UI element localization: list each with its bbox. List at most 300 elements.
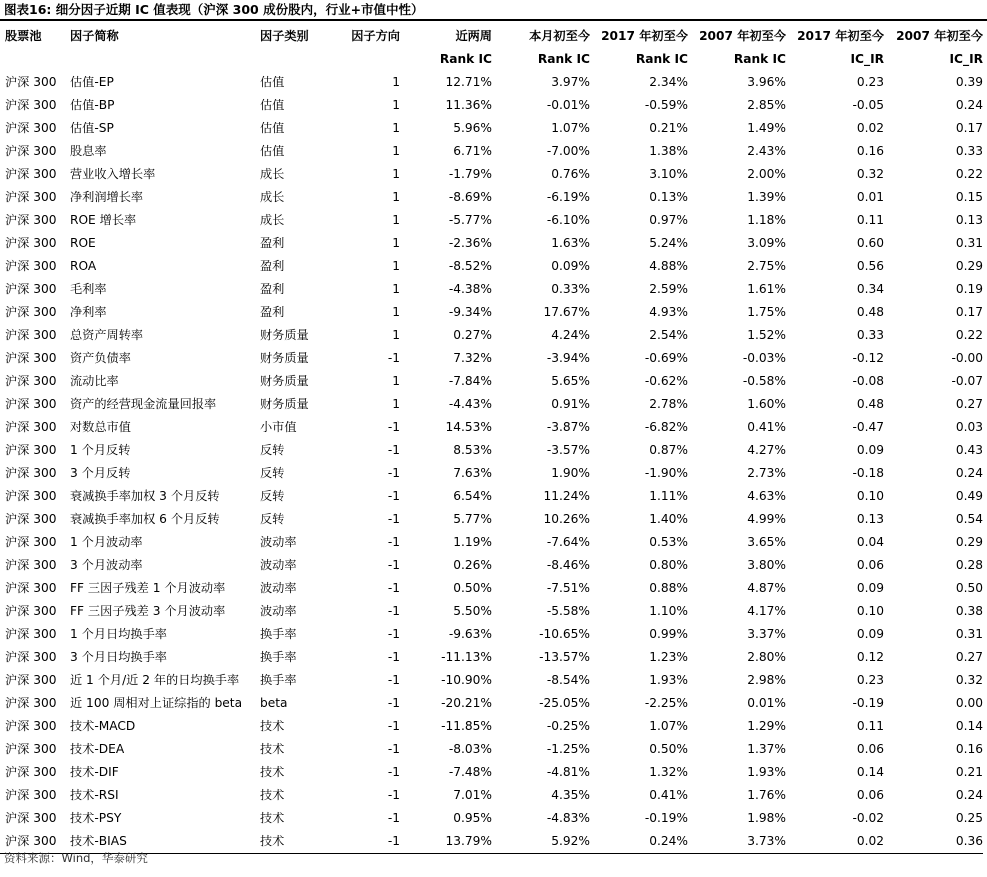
cell-ic-ir-2017: 0.48 [856,397,884,411]
cell-month-to-date: 0.33% [551,282,590,296]
cell-ic-ir-2017: -0.08 [852,374,884,388]
cell-since-2007: 2.43% [747,144,786,158]
cell-recent-two-weeks: 0.26% [453,558,492,572]
cell-stock-pool: 沪深 300 [5,650,57,664]
header-ic-ir-2017: IC_IR [850,52,884,66]
cell-month-to-date: 10.26% [543,512,590,526]
cell-month-to-date: -8.46% [546,558,590,572]
header-row-1 [0,23,983,48]
cell-ytd-2017: 4.93% [649,305,688,319]
cell-factor-category: 估值 [260,75,285,89]
cell-factor-category: 换手率 [260,627,297,641]
table-row [0,324,983,347]
table-row [0,738,983,761]
cell-ytd-2017: -0.59% [644,98,688,112]
cell-recent-two-weeks: -8.69% [448,190,492,204]
cell-factor-name: 净利率 [70,305,107,319]
table-row [0,508,983,531]
cell-factor-direction: -1 [387,811,400,825]
table-row [0,784,983,807]
cell-ic-ir-2017: 0.11 [856,719,884,733]
cell-since-2007: 1.93% [747,765,786,779]
cell-stock-pool: 沪深 300 [5,98,57,112]
cell-ic-ir-2017: 0.01 [856,190,884,204]
header-recent-two-weeks: 近两周 [455,29,492,43]
cell-factor-category: 波动率 [260,581,297,595]
table-header [0,23,983,71]
cell-ytd-2017: 1.10% [649,604,688,618]
cell-factor-name: 股息率 [70,144,107,158]
table-row [0,485,983,508]
cell-factor-direction: -1 [387,788,400,802]
cell-recent-two-weeks: 13.79% [400,830,492,854]
cell-factor-name: FF 三因子残差 1 个月波动率 [70,581,226,595]
cell-ytd-2017: 5.24% [649,236,688,250]
cell-ic-ir-2007: 0.29 [955,259,983,273]
cell-factor-category: 反转 [260,512,285,526]
cell-factor-category: 估值 [260,144,285,158]
cell-ytd-2017: 0.99% [649,627,688,641]
cell-ic-ir-2007: 0.24 [955,466,983,480]
cell-factor-name: 流动比率 [70,374,119,388]
cell-ytd-2017: 2.54% [649,328,688,342]
cell-ytd-2017: 1.11% [649,489,688,503]
cell-ytd-2017: 1.40% [649,512,688,526]
header-factor-name: 因子简称 [70,29,119,43]
cell-stock-pool: 沪深 300 [5,512,57,526]
cell-factor-category: 成长 [260,190,285,204]
table-row [0,94,983,117]
cell-since-2007: 2.85% [747,98,786,112]
header-since-2007: Rank IC [733,52,786,66]
cell-recent-two-weeks: 8.53% [453,443,492,457]
cell-stock-pool: 沪深 300 [5,259,57,273]
cell-factor-name: 技术-MACD [70,719,136,733]
cell-month-to-date: -4.81% [546,765,590,779]
cell-ytd-2017: 0.13% [649,190,688,204]
cell-ytd-2017: 1.93% [649,673,688,687]
cell-factor-name: 估值-SP [70,121,114,135]
cell-month-to-date: 4.24% [551,328,590,342]
cell-ic-ir-2007: 0.50 [955,581,983,595]
cell-factor-name: 3 个月反转 [70,466,131,480]
cell-factor-name: ROE 增长率 [70,213,137,227]
cell-stock-pool: 沪深 300 [5,328,57,342]
cell-since-2007: 3.73% [688,830,786,854]
cell-stock-pool: 沪深 300 [5,397,57,411]
cell-ic-ir-2017: 0.09 [856,581,884,595]
cell-ic-ir-2007: 0.28 [955,558,983,572]
cell-ic-ir-2007: 0.29 [955,535,983,549]
table-row [0,692,983,715]
cell-factor-direction: 1 [392,397,400,411]
cell-factor-direction: -1 [387,466,400,480]
source-note: 资料来源：Wind，华泰研究 [4,851,148,865]
cell-factor-direction: -1 [338,830,400,854]
cell-month-to-date: -13.57% [539,650,590,664]
cell-factor-name: 3 个月日均换手率 [70,650,167,664]
cell-factor-name: 资产负债率 [70,351,131,365]
cell-ic-ir-2017: 0.02 [786,830,884,854]
cell-ytd-2017: -0.69% [644,351,688,365]
cell-ic-ir-2007: 0.25 [955,811,983,825]
cell-ytd-2017: 0.97% [649,213,688,227]
table-row [0,71,983,94]
cell-since-2007: 2.73% [747,466,786,480]
cell-ytd-2017: -2.25% [644,696,688,710]
cell-ic-ir-2017: 0.60 [856,236,884,250]
cell-factor-category: 财务质量 [260,351,309,365]
cell-ytd-2017: 0.80% [649,558,688,572]
cell-recent-two-weeks: -20.21% [441,696,492,710]
cell-factor-direction: 1 [392,167,400,181]
cell-factor-category: 技术 [260,811,285,825]
cell-ytd-2017: 1.38% [649,144,688,158]
cell-month-to-date: 0.09% [551,259,590,273]
cell-factor-name: ROA [70,259,97,273]
cell-recent-two-weeks: 5.50% [453,604,492,618]
cell-ic-ir-2007: 0.15 [955,190,983,204]
cell-recent-two-weeks: -8.03% [448,742,492,756]
table-row [0,646,983,669]
cell-factor-direction: 1 [392,305,400,319]
cell-since-2007: 3.65% [747,535,786,549]
cell-stock-pool: 沪深 300 [5,236,57,250]
cell-factor-name: 近 100 周相对上证综指的 beta [70,696,243,710]
cell-since-2007: 4.87% [747,581,786,595]
cell-ic-ir-2007: 0.27 [955,397,983,411]
cell-ytd-2017: 0.88% [649,581,688,595]
cell-ic-ir-2017: 0.11 [856,213,884,227]
cell-month-to-date: -10.65% [539,627,590,641]
cell-factor-name: 资产的经营现金流量回报率 [70,397,217,411]
cell-factor-category: 技术 [260,830,338,854]
cell-recent-two-weeks: -1.79% [448,167,492,181]
table-row [0,623,983,646]
cell-ytd-2017: -0.19% [644,811,688,825]
cell-stock-pool: 沪深 300 [5,788,57,802]
cell-ic-ir-2007: 0.17 [955,305,983,319]
cell-ic-ir-2017: 0.32 [856,167,884,181]
cell-ic-ir-2007: 0.33 [955,144,983,158]
cell-factor-direction: 1 [392,121,400,135]
cell-factor-direction: 1 [392,75,400,89]
cell-factor-direction: -1 [387,604,400,618]
cell-since-2007: 4.17% [747,604,786,618]
header-factor-category [260,48,338,71]
cell-recent-two-weeks: 0.27% [453,328,492,342]
cell-recent-two-weeks: 12.71% [445,75,492,89]
cell-factor-name: ROE [70,236,96,250]
cell-ytd-2017: 2.34% [649,75,688,89]
cell-ic-ir-2007: 0.17 [955,121,983,135]
cell-ic-ir-2017: 0.10 [856,489,884,503]
table-row [0,416,983,439]
table-row [0,393,983,416]
cell-since-2007: 4.99% [747,512,786,526]
cell-factor-name: 1 个月反转 [70,443,131,457]
cell-month-to-date: -8.54% [546,673,590,687]
cell-factor-name: 对数总市值 [70,420,131,434]
cell-factor-direction: 1 [392,328,400,342]
table-row [0,186,983,209]
table-row [0,807,983,830]
cell-recent-two-weeks: -9.63% [448,627,492,641]
table-row [0,301,983,324]
cell-ic-ir-2017: 0.14 [856,765,884,779]
cell-ic-ir-2017: 0.33 [856,328,884,342]
cell-month-to-date: -3.87% [546,420,590,434]
cell-factor-category: 反转 [260,489,285,503]
table-row [0,370,983,393]
cell-since-2007: 3.80% [747,558,786,572]
cell-factor-name: 净利润增长率 [70,190,144,204]
cell-month-to-date: 17.67% [543,305,590,319]
cell-month-to-date: -4.83% [546,811,590,825]
cell-ic-ir-2007: 0.32 [955,673,983,687]
cell-ic-ir-2017: -0.47 [852,420,884,434]
header-ic-ir-2017: 2017 年初至今 [797,29,884,43]
cell-factor-name: 技术-BIAS [70,830,260,854]
cell-factor-direction: -1 [387,696,400,710]
cell-recent-two-weeks: 5.77% [453,512,492,526]
cell-since-2007: 1.52% [747,328,786,342]
cell-month-to-date: -7.51% [546,581,590,595]
table-row [0,554,983,577]
cell-factor-direction: 1 [392,144,400,158]
cell-factor-direction: -1 [387,351,400,365]
cell-stock-pool: 沪深 300 [5,443,57,457]
cell-recent-two-weeks: -7.48% [448,765,492,779]
cell-ic-ir-2007: 0.43 [955,443,983,457]
cell-factor-category: 技术 [260,719,285,733]
cell-stock-pool: 沪深 300 [5,742,57,756]
header-ytd-2017: 2017 年初至今 [601,29,688,43]
cell-since-2007: 1.61% [747,282,786,296]
cell-recent-two-weeks: 5.96% [453,121,492,135]
cell-month-to-date: -7.00% [546,144,590,158]
cell-recent-two-weeks: 14.53% [445,420,492,434]
table-row [0,255,983,278]
cell-ytd-2017: 0.24% [590,830,688,854]
cell-ic-ir-2007: 0.24 [955,98,983,112]
cell-stock-pool: 沪深 300 [5,581,57,595]
cell-since-2007: 1.75% [747,305,786,319]
table-row [0,715,983,738]
cell-ytd-2017: 0.87% [649,443,688,457]
cell-month-to-date: 11.24% [543,489,590,503]
cell-factor-category: 反转 [260,466,285,480]
header-since-2007: 2007 年初至今 [699,29,786,43]
cell-recent-two-weeks: -4.38% [448,282,492,296]
cell-recent-two-weeks: 1.19% [453,535,492,549]
cell-factor-category: 成长 [260,167,285,181]
header-row-2 [0,48,983,71]
cell-since-2007: 1.98% [747,811,786,825]
cell-since-2007: 1.37% [747,742,786,756]
cell-factor-category: 波动率 [260,604,297,618]
cell-since-2007: 2.98% [747,673,786,687]
cell-ytd-2017: -1.90% [644,466,688,480]
cell-factor-category: 成长 [260,213,285,227]
cell-since-2007: 0.01% [747,696,786,710]
table-row [0,761,983,784]
cell-ic-ir-2017: -0.02 [852,811,884,825]
cell-ic-ir-2017: 0.12 [856,650,884,664]
table-body [0,71,983,854]
cell-factor-category: 技术 [260,788,285,802]
cell-since-2007: 4.63% [747,489,786,503]
cell-recent-two-weeks: 0.95% [453,811,492,825]
cell-ytd-2017: -0.62% [644,374,688,388]
table-row [0,439,983,462]
table-row [0,232,983,255]
cell-factor-direction: -1 [387,627,400,641]
cell-factor-name: 1 个月日均换手率 [70,627,167,641]
cell-factor-category: 盈利 [260,305,285,319]
cell-ic-ir-2017: 0.09 [856,443,884,457]
table-row [0,669,983,692]
table-row [0,600,983,623]
cell-factor-name: 3 个月波动率 [70,558,143,572]
cell-month-to-date: 0.91% [551,397,590,411]
cell-stock-pool: 沪深 300 [5,811,57,825]
cell-since-2007: 3.96% [747,75,786,89]
cell-stock-pool: 沪深 300 [5,696,57,710]
cell-factor-category: 财务质量 [260,328,309,342]
cell-recent-two-weeks: -11.13% [441,650,492,664]
cell-factor-category: 小市值 [260,420,297,434]
cell-ic-ir-2017: 0.56 [856,259,884,273]
cell-month-to-date: -0.25% [546,719,590,733]
cell-ic-ir-2007: 0.00 [955,696,983,710]
cell-ytd-2017: 3.10% [649,167,688,181]
cell-ytd-2017: -6.82% [644,420,688,434]
cell-factor-direction: -1 [387,512,400,526]
cell-factor-direction: -1 [387,581,400,595]
cell-factor-category: 技术 [260,742,285,756]
table-row [0,278,983,301]
cell-stock-pool: 沪深 300 [5,167,57,181]
cell-stock-pool: 沪深 300 [5,121,57,135]
cell-ytd-2017: 1.23% [649,650,688,664]
cell-factor-direction: -1 [387,742,400,756]
cell-factor-direction: -1 [387,420,400,434]
cell-ic-ir-2017: -0.19 [852,696,884,710]
cell-ic-ir-2007: 0.21 [955,765,983,779]
cell-ic-ir-2007: 0.03 [955,420,983,434]
cell-factor-direction: 1 [392,282,400,296]
cell-ytd-2017: 0.50% [649,742,688,756]
cell-recent-two-weeks: 7.32% [453,351,492,365]
cell-factor-category: 技术 [260,765,285,779]
cell-factor-direction: -1 [387,650,400,664]
cell-recent-two-weeks: 6.54% [453,489,492,503]
cell-recent-two-weeks: 6.71% [453,144,492,158]
cell-factor-name: 衰减换手率加权 6 个月反转 [70,512,220,526]
cell-factor-direction: 1 [392,190,400,204]
cell-factor-name: 总资产周转率 [70,328,144,342]
header-factor-name [70,48,260,71]
cell-month-to-date: -6.19% [546,190,590,204]
cell-recent-two-weeks: 11.36% [445,98,492,112]
cell-ic-ir-2007: 0.36 [884,830,983,854]
cell-month-to-date: -3.94% [546,351,590,365]
cell-since-2007: 2.80% [747,650,786,664]
cell-recent-two-weeks: -11.85% [441,719,492,733]
cell-factor-name: 估值-BP [70,98,115,112]
cell-ic-ir-2017: -0.18 [852,466,884,480]
cell-stock-pool: 沪深 300 [0,830,70,854]
cell-since-2007: 1.29% [747,719,786,733]
cell-month-to-date: 3.97% [551,75,590,89]
header-stock-pool [0,48,70,71]
ic-table [0,23,983,854]
cell-month-to-date: -25.05% [539,696,590,710]
cell-ic-ir-2007: 0.49 [955,489,983,503]
cell-factor-category: 估值 [260,121,285,135]
cell-factor-direction: -1 [387,765,400,779]
cell-ic-ir-2007: 0.24 [955,788,983,802]
table-row [0,347,983,370]
cell-ic-ir-2017: 0.02 [856,121,884,135]
header-factor-category: 因子类别 [260,29,309,43]
cell-month-to-date: 1.90% [551,466,590,480]
cell-factor-direction: 1 [392,236,400,250]
cell-factor-name: 估值-EP [70,75,114,89]
cell-factor-category: 财务质量 [260,374,309,388]
cell-ic-ir-2007: 0.39 [955,75,983,89]
cell-since-2007: 2.00% [747,167,786,181]
cell-factor-category: 反转 [260,443,285,457]
cell-ic-ir-2007: 0.14 [955,719,983,733]
table-row [0,117,983,140]
cell-ytd-2017: 0.41% [649,788,688,802]
cell-stock-pool: 沪深 300 [5,765,57,779]
cell-stock-pool: 沪深 300 [5,351,57,365]
cell-ic-ir-2007: -0.07 [951,374,983,388]
cell-stock-pool: 沪深 300 [5,282,57,296]
cell-ic-ir-2007: 0.13 [955,213,983,227]
cell-ic-ir-2007: 0.19 [955,282,983,296]
cell-factor-name: 衰减换手率加权 3 个月反转 [70,489,220,503]
cell-since-2007: 3.09% [747,236,786,250]
header-recent-two-weeks: Rank IC [439,52,492,66]
cell-stock-pool: 沪深 300 [5,673,57,687]
cell-ic-ir-2007: 0.38 [955,604,983,618]
cell-ytd-2017: 0.21% [649,121,688,135]
cell-since-2007: 2.75% [747,259,786,273]
cell-factor-category: 盈利 [260,236,285,250]
cell-factor-name: 技术-RSI [70,788,119,802]
cell-month-to-date: 4.35% [551,788,590,802]
cell-factor-category: 波动率 [260,535,297,549]
cell-factor-category: 换手率 [260,650,297,664]
cell-factor-direction: -1 [387,535,400,549]
cell-stock-pool: 沪深 300 [5,719,57,733]
cell-since-2007: 1.60% [747,397,786,411]
cell-month-to-date: 5.92% [492,830,590,854]
cell-stock-pool: 沪深 300 [5,190,57,204]
cell-factor-name: 营业收入增长率 [70,167,156,181]
cell-ic-ir-2017: 0.48 [856,305,884,319]
cell-since-2007: 1.49% [747,121,786,135]
header-stock-pool: 股票池 [5,29,42,43]
cell-ic-ir-2017: 0.23 [856,673,884,687]
header-month-to-date: Rank IC [537,52,590,66]
cell-factor-direction: 1 [392,98,400,112]
cell-stock-pool: 沪深 300 [5,627,57,641]
